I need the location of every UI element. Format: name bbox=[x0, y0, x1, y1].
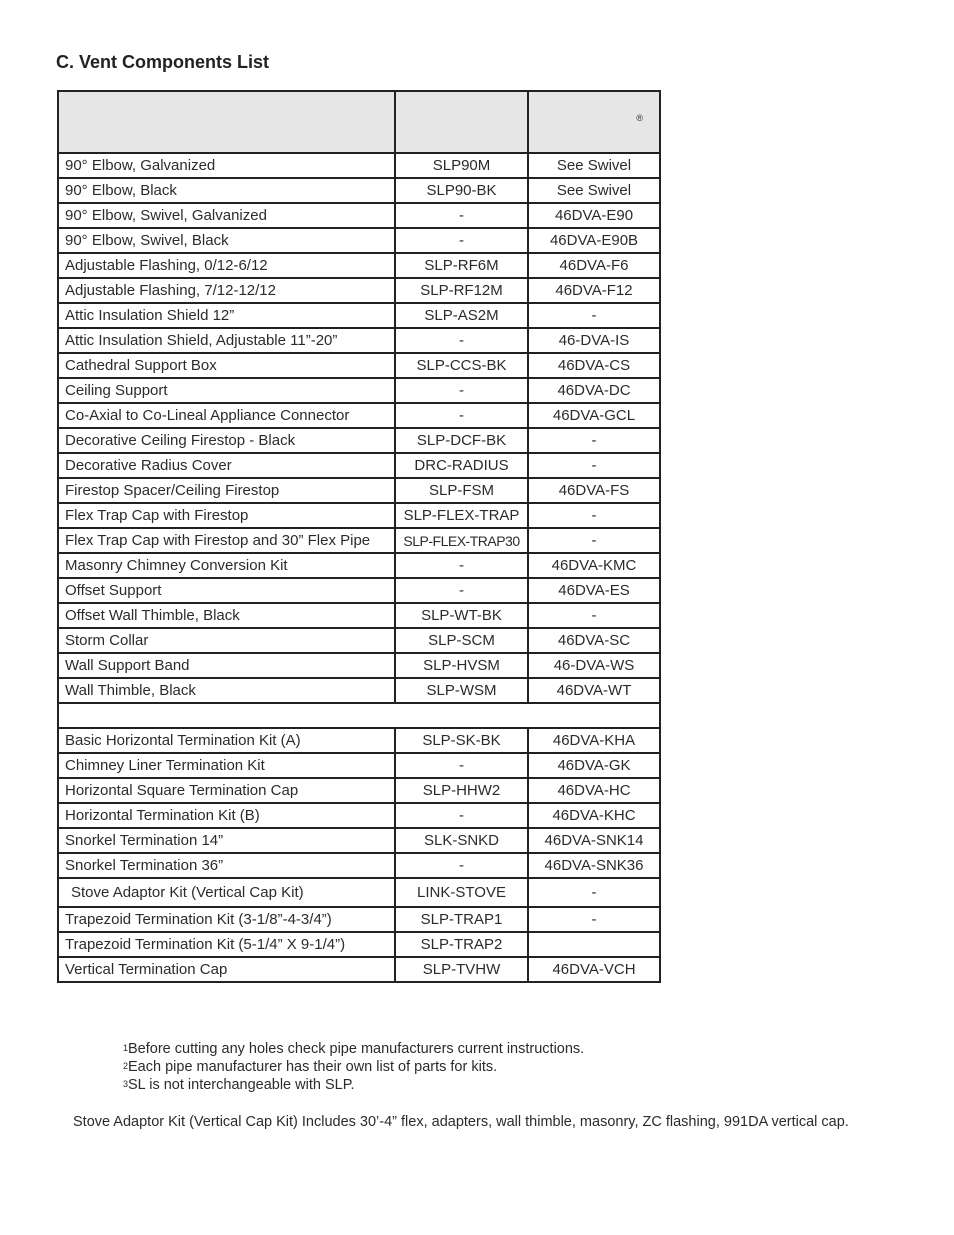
table-row bbox=[58, 878, 660, 907]
cell-description: 90° Elbow, Swivel, Galvanized bbox=[58, 203, 395, 228]
footnote-2 bbox=[123, 1058, 584, 1076]
cell-part-number-b: - bbox=[528, 528, 660, 553]
cell-part-number-b: 46DVA-WT bbox=[528, 678, 660, 703]
cell-part-number-a: SLP-WSM bbox=[395, 678, 528, 703]
table-row bbox=[58, 453, 660, 478]
table-row bbox=[58, 378, 660, 403]
stove-adaptor-note: Stove Adaptor Kit (Vertical Cap Kit) Includes 30’-4” flex, adapters, wall thimble, masonry, ZC flashing, 991DA vertical cap. bbox=[73, 1114, 849, 1130]
cell-description: Snorkel Termination 36” bbox=[58, 853, 395, 878]
cell-part-number-b: 46DVA-VCH bbox=[528, 957, 660, 982]
cell-part-number-a: SLP-DCF-BK bbox=[395, 428, 528, 453]
cell-description: Flex Trap Cap with Firestop bbox=[58, 503, 395, 528]
cell-description: Snorkel Termination 14” bbox=[58, 828, 395, 853]
cell-part-number-a: SLP-HVSM bbox=[395, 653, 528, 678]
cell-part-number-a: - bbox=[395, 328, 528, 353]
table-row bbox=[58, 728, 660, 753]
footnote-marker: 1 bbox=[123, 1043, 129, 1053]
cell-part-number-b: - bbox=[528, 428, 660, 453]
table-row bbox=[58, 528, 660, 553]
cell-part-number-a: SLK-SNKD bbox=[395, 828, 528, 853]
cell-part-number-a: DRC-RADIUS bbox=[395, 453, 528, 478]
cell-description: Cathedral Support Box bbox=[58, 353, 395, 378]
cell-description: Wall Support Band bbox=[58, 653, 395, 678]
cell-part-number-a: LINK-STOVE bbox=[395, 878, 528, 907]
cell-description: Masonry Chimney Conversion Kit bbox=[58, 553, 395, 578]
table-row bbox=[58, 853, 660, 878]
cell-description: Attic Insulation Shield 12” bbox=[58, 303, 395, 328]
cell-part-number-a: - bbox=[395, 853, 528, 878]
cell-part-number-a: SLP90-BK bbox=[395, 178, 528, 203]
cell-part-number-a: SLP-FLEX-TRAP30 bbox=[395, 528, 528, 553]
table-row bbox=[58, 328, 660, 353]
footnote-marker: 3 bbox=[123, 1079, 129, 1089]
cell-description: Vertical Termination Cap bbox=[58, 957, 395, 982]
cell-description: Adjustable Flashing, 0/12-6/12 bbox=[58, 253, 395, 278]
cell-description: Trapezoid Termination Kit (5-1/4” X 9-1/4”) bbox=[58, 932, 395, 957]
table-row bbox=[58, 628, 660, 653]
table-row bbox=[58, 603, 660, 628]
table-row bbox=[58, 803, 660, 828]
cell-part-number-b: 46DVA-E90B bbox=[528, 228, 660, 253]
cell-part-number-b: 46DVA-KHC bbox=[528, 803, 660, 828]
cell-part-number-a: SLP-SCM bbox=[395, 628, 528, 653]
section-divider-cell bbox=[58, 703, 660, 728]
cell-part-number-b: 46DVA-ES bbox=[528, 578, 660, 603]
cell-part-number-a: SLP-AS2M bbox=[395, 303, 528, 328]
table-header-row bbox=[58, 91, 660, 153]
table-row bbox=[58, 178, 660, 203]
cell-description: Basic Horizontal Termination Kit (A) bbox=[58, 728, 395, 753]
table-row bbox=[58, 278, 660, 303]
cell-part-number-b: - bbox=[528, 603, 660, 628]
cell-part-number-b: - bbox=[528, 907, 660, 932]
table-row bbox=[58, 907, 660, 932]
table-row bbox=[58, 578, 660, 603]
cell-part-number-a: - bbox=[395, 553, 528, 578]
footnotes bbox=[123, 1040, 584, 1094]
cell-part-number-a: SLP-HHW2 bbox=[395, 778, 528, 803]
cell-description: Attic Insulation Shield, Adjustable 11”-20” bbox=[58, 328, 395, 353]
cell-part-number-a: - bbox=[395, 578, 528, 603]
cell-part-number-b: 46-DVA-WS bbox=[528, 653, 660, 678]
cell-part-number-b: 46DVA-SNK36 bbox=[528, 853, 660, 878]
table-row bbox=[58, 478, 660, 503]
table-row bbox=[58, 653, 660, 678]
cell-part-number-b: 46DVA-CS bbox=[528, 353, 660, 378]
cell-part-number-a: SLP-TRAP2 bbox=[395, 932, 528, 957]
cell-part-number-b: 46DVA-SNK14 bbox=[528, 828, 660, 853]
cell-description: Wall Thimble, Black bbox=[58, 678, 395, 703]
table-row bbox=[58, 403, 660, 428]
cell-part-number-b: 46-DVA-IS bbox=[528, 328, 660, 353]
cell-part-number-a: SLP-TVHW bbox=[395, 957, 528, 982]
header-cell-col2 bbox=[395, 91, 528, 153]
footnote-1 bbox=[123, 1040, 584, 1058]
table-body-components bbox=[58, 153, 660, 703]
table-row bbox=[58, 303, 660, 328]
table-row bbox=[58, 778, 660, 803]
cell-part-number-b: 46DVA-GK bbox=[528, 753, 660, 778]
cell-description: Offset Wall Thimble, Black bbox=[58, 603, 395, 628]
table-body-terminations bbox=[58, 728, 660, 982]
cell-part-number-b: 46DVA-F6 bbox=[528, 253, 660, 278]
cell-part-number-b bbox=[528, 932, 660, 957]
cell-part-number-b: 46DVA-GCL bbox=[528, 403, 660, 428]
cell-part-number-b: See Swivel bbox=[528, 153, 660, 178]
cell-description: 90° Elbow, Black bbox=[58, 178, 395, 203]
cell-description: Horizontal Termination Kit (B) bbox=[58, 803, 395, 828]
footnote-text: SL is not interchangeable with SLP. bbox=[128, 1077, 355, 1093]
header-cell-description bbox=[58, 91, 395, 153]
table-row bbox=[58, 428, 660, 453]
page-title: C. Vent Components List bbox=[56, 52, 270, 72]
footnote-text: Each pipe manufacturer has their own list of parts for kits. bbox=[128, 1059, 498, 1075]
cell-description: 90° Elbow, Galvanized bbox=[58, 153, 395, 178]
table-row bbox=[58, 153, 660, 178]
cell-part-number-b: - bbox=[528, 878, 660, 907]
cell-description: Firestop Spacer/Ceiling Firestop bbox=[58, 478, 395, 503]
cell-description: Trapezoid Termination Kit (3-1/8”-4-3/4”) bbox=[58, 907, 395, 932]
footnote-text: Before cutting any holes check pipe manufacturers current instructions. bbox=[128, 1041, 585, 1057]
cell-part-number-a: - bbox=[395, 753, 528, 778]
table-row bbox=[58, 957, 660, 982]
header-cell-col3 bbox=[528, 91, 660, 153]
cell-part-number-a: SLP-CCS-BK bbox=[395, 353, 528, 378]
table-row bbox=[58, 353, 660, 378]
cell-part-number-b: 46DVA-DC bbox=[528, 378, 660, 403]
cell-description: Storm Collar bbox=[58, 628, 395, 653]
cell-description: Horizontal Square Termination Cap bbox=[58, 778, 395, 803]
cell-part-number-a: SLP-FLEX-TRAP bbox=[395, 503, 528, 528]
cell-part-number-b: 46DVA-KHA bbox=[528, 728, 660, 753]
cell-description: Adjustable Flashing, 7/12-12/12 bbox=[58, 278, 395, 303]
cell-part-number-a: - bbox=[395, 378, 528, 403]
table-section-divider bbox=[58, 703, 660, 728]
cell-part-number-b: 46DVA-HC bbox=[528, 778, 660, 803]
cell-part-number-a: - bbox=[395, 403, 528, 428]
table-row bbox=[58, 828, 660, 853]
cell-part-number-b: - bbox=[528, 503, 660, 528]
cell-description: Decorative Radius Cover bbox=[58, 453, 395, 478]
cell-description: Chimney Liner Termination Kit bbox=[58, 753, 395, 778]
cell-description: Decorative Ceiling Firestop - Black bbox=[58, 428, 395, 453]
cell-part-number-b: 46DVA-E90 bbox=[528, 203, 660, 228]
cell-part-number-b: 46DVA-KMC bbox=[528, 553, 660, 578]
cell-part-number-a: SLP-RF12M bbox=[395, 278, 528, 303]
registered-mark: ® bbox=[636, 113, 643, 123]
table-row bbox=[58, 678, 660, 703]
cell-description: Ceiling Support bbox=[58, 378, 395, 403]
cell-part-number-a: SLP-WT-BK bbox=[395, 603, 528, 628]
table-row bbox=[58, 753, 660, 778]
cell-part-number-a: SLP-RF6M bbox=[395, 253, 528, 278]
table-row bbox=[58, 553, 660, 578]
footnote-marker: 2 bbox=[123, 1061, 129, 1071]
cell-part-number-a: - bbox=[395, 228, 528, 253]
cell-part-number-a: SLP-SK-BK bbox=[395, 728, 528, 753]
cell-part-number-a: SLP90M bbox=[395, 153, 528, 178]
table-row bbox=[58, 932, 660, 957]
cell-description: Offset Support bbox=[58, 578, 395, 603]
vent-components-table bbox=[57, 90, 661, 983]
cell-description: Stove Adaptor Kit (Vertical Cap Kit) bbox=[58, 878, 395, 907]
cell-description: 90° Elbow, Swivel, Black bbox=[58, 228, 395, 253]
cell-description: Co-Axial to Co-Lineal Appliance Connector bbox=[58, 403, 395, 428]
cell-part-number-a: - bbox=[395, 203, 528, 228]
cell-part-number-b: See Swivel bbox=[528, 178, 660, 203]
table-row bbox=[58, 503, 660, 528]
cell-part-number-b: - bbox=[528, 453, 660, 478]
cell-part-number-b: 46DVA-SC bbox=[528, 628, 660, 653]
cell-part-number-b: - bbox=[528, 303, 660, 328]
cell-part-number-a: - bbox=[395, 803, 528, 828]
footnote-3 bbox=[123, 1076, 584, 1094]
section-divider-row bbox=[58, 703, 660, 728]
cell-part-number-b: 46DVA-F12 bbox=[528, 278, 660, 303]
table-row bbox=[58, 253, 660, 278]
cell-description: Flex Trap Cap with Firestop and 30” Flex Pipe bbox=[58, 528, 395, 553]
table-row bbox=[58, 203, 660, 228]
cell-part-number-b: 46DVA-FS bbox=[528, 478, 660, 503]
cell-part-number-a: SLP-FSM bbox=[395, 478, 528, 503]
table-row bbox=[58, 228, 660, 253]
cell-part-number-a: SLP-TRAP1 bbox=[395, 907, 528, 932]
